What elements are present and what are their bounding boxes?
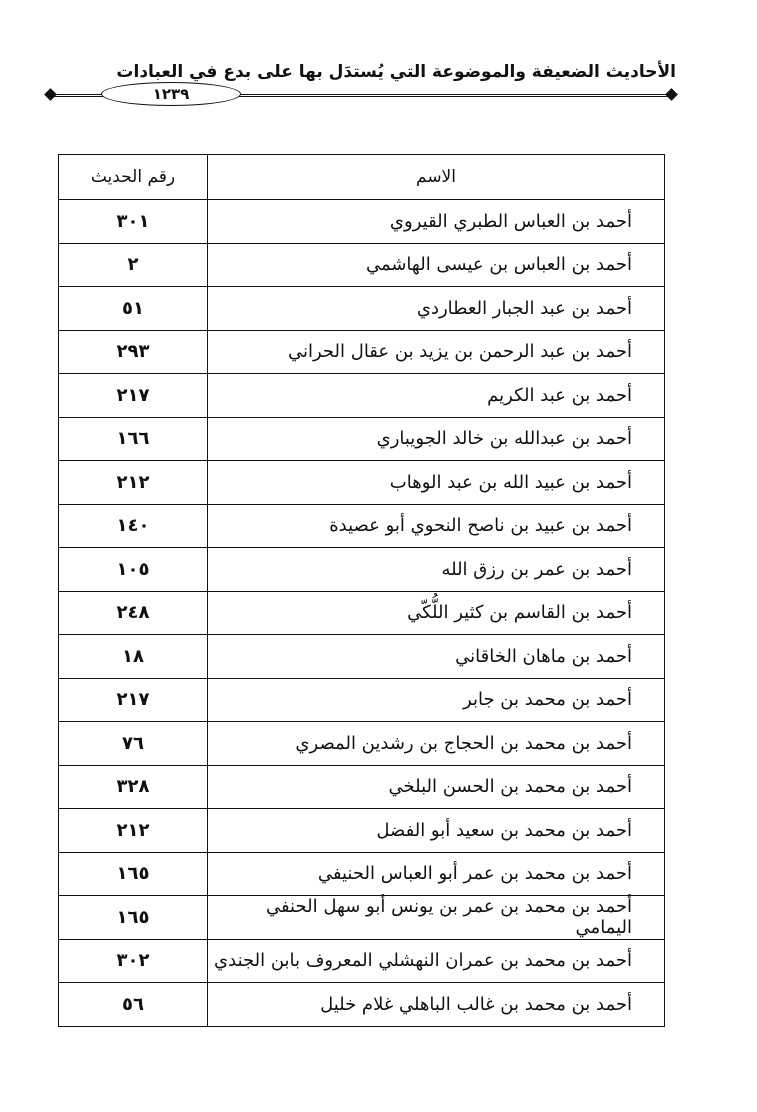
hadith-number: ١٦٦ (59, 417, 208, 461)
table-row (59, 765, 665, 809)
narrator-name: أحمد بن القاسم بن كثير اللُّكّي (208, 591, 665, 635)
table-row (59, 939, 665, 983)
table-row (59, 504, 665, 548)
hadith-number: ٢١٢ (59, 809, 208, 853)
narrator-name: أحمد بن محمد بن غالب الباهلي غلام خليل (208, 983, 665, 1027)
hadith-number: ٧٦ (59, 722, 208, 766)
table-row (59, 243, 665, 287)
narrator-name: أحمد بن محمد بن جابر (208, 678, 665, 722)
narrator-name: أحمد بن عبدالله بن خالد الجويباري (208, 417, 665, 461)
page-number: ١٢٣٩ (101, 82, 241, 106)
column-header-name: الاسم (208, 155, 665, 200)
column-header-number: رقم الحديث (59, 155, 208, 200)
hadith-number: ٥١ (59, 287, 208, 331)
hadith-number: ١٨ (59, 635, 208, 679)
table-row (59, 896, 665, 940)
narrator-name: أحمد بن محمد بن عمران النهشلي المعروف بابن الجندي (208, 939, 665, 983)
table-header-row (59, 155, 665, 200)
narrator-name: أحمد بن العباس بن عيسى الهاشمي (208, 243, 665, 287)
table-row (59, 287, 665, 331)
narrator-name: أحمد بن محمد بن عمر بن يونس أبو سهل الحنفي اليمامي (208, 896, 665, 940)
table-row (59, 722, 665, 766)
table-row (59, 635, 665, 679)
narrator-name: أحمد بن محمد بن الحجاج بن رشدين المصري (208, 722, 665, 766)
narrator-name: أحمد بن محمد بن عمر أبو العباس الحنيفي (208, 852, 665, 896)
narrator-name: أحمد بن عبد الرحمن بن يزيد بن عقال الحراني (208, 330, 665, 374)
hadith-number: ٥٦ (59, 983, 208, 1027)
hadith-number: ٢٩٣ (59, 330, 208, 374)
running-header (44, 60, 676, 103)
narrator-name: أحمد بن عبد الجبار العطاردي (208, 287, 665, 331)
hadith-number: ٢١٧ (59, 374, 208, 418)
hadith-number: ٢١٧ (59, 678, 208, 722)
narrator-name: أحمد بن عبيد الله بن عبد الوهاب (208, 461, 665, 505)
right-diamond-ornament (665, 88, 678, 101)
table-row (59, 852, 665, 896)
running-title: الأحاديث الضعيفة والموضوعة التي يُستدَل بها على بدع في العبادات (116, 62, 676, 82)
table-row (59, 809, 665, 853)
narrator-name: أحمد بن العباس الطبري القيروي (208, 200, 665, 244)
left-diamond-ornament (44, 88, 57, 101)
hadith-number: ١٦٥ (59, 896, 208, 940)
narrator-name: أحمد بن عبد الكريم (208, 374, 665, 418)
hadith-number: ٢٤٨ (59, 591, 208, 635)
hadith-number: ٣٠١ (59, 200, 208, 244)
hadith-number: ١٠٥ (59, 548, 208, 592)
table-row (59, 461, 665, 505)
narrator-name: أحمد بن ماهان الخاقاني (208, 635, 665, 679)
table-row (59, 200, 665, 244)
narrator-name: أحمد بن محمد بن الحسن البلخي (208, 765, 665, 809)
table-row (59, 548, 665, 592)
narrator-name: أحمد بن عمر بن رزق الله (208, 548, 665, 592)
hadith-number: ١٦٥ (59, 852, 208, 896)
table-row (59, 417, 665, 461)
narrator-name: أحمد بن عبيد بن ناصح النحوي أبو عصيدة (208, 504, 665, 548)
table-body (59, 200, 665, 1027)
table-row (59, 374, 665, 418)
hadith-number: ٣٢٨ (59, 765, 208, 809)
table-row (59, 330, 665, 374)
table-row (59, 678, 665, 722)
table-row (59, 983, 665, 1027)
hadith-number: ٢١٢ (59, 461, 208, 505)
narrators-index-table (58, 154, 665, 1027)
hadith-number: ٣٠٢ (59, 939, 208, 983)
table-row (59, 591, 665, 635)
hadith-number: ٢ (59, 243, 208, 287)
hadith-number: ١٤٠ (59, 504, 208, 548)
narrator-name: أحمد بن محمد بن سعيد أبو الفضل (208, 809, 665, 853)
